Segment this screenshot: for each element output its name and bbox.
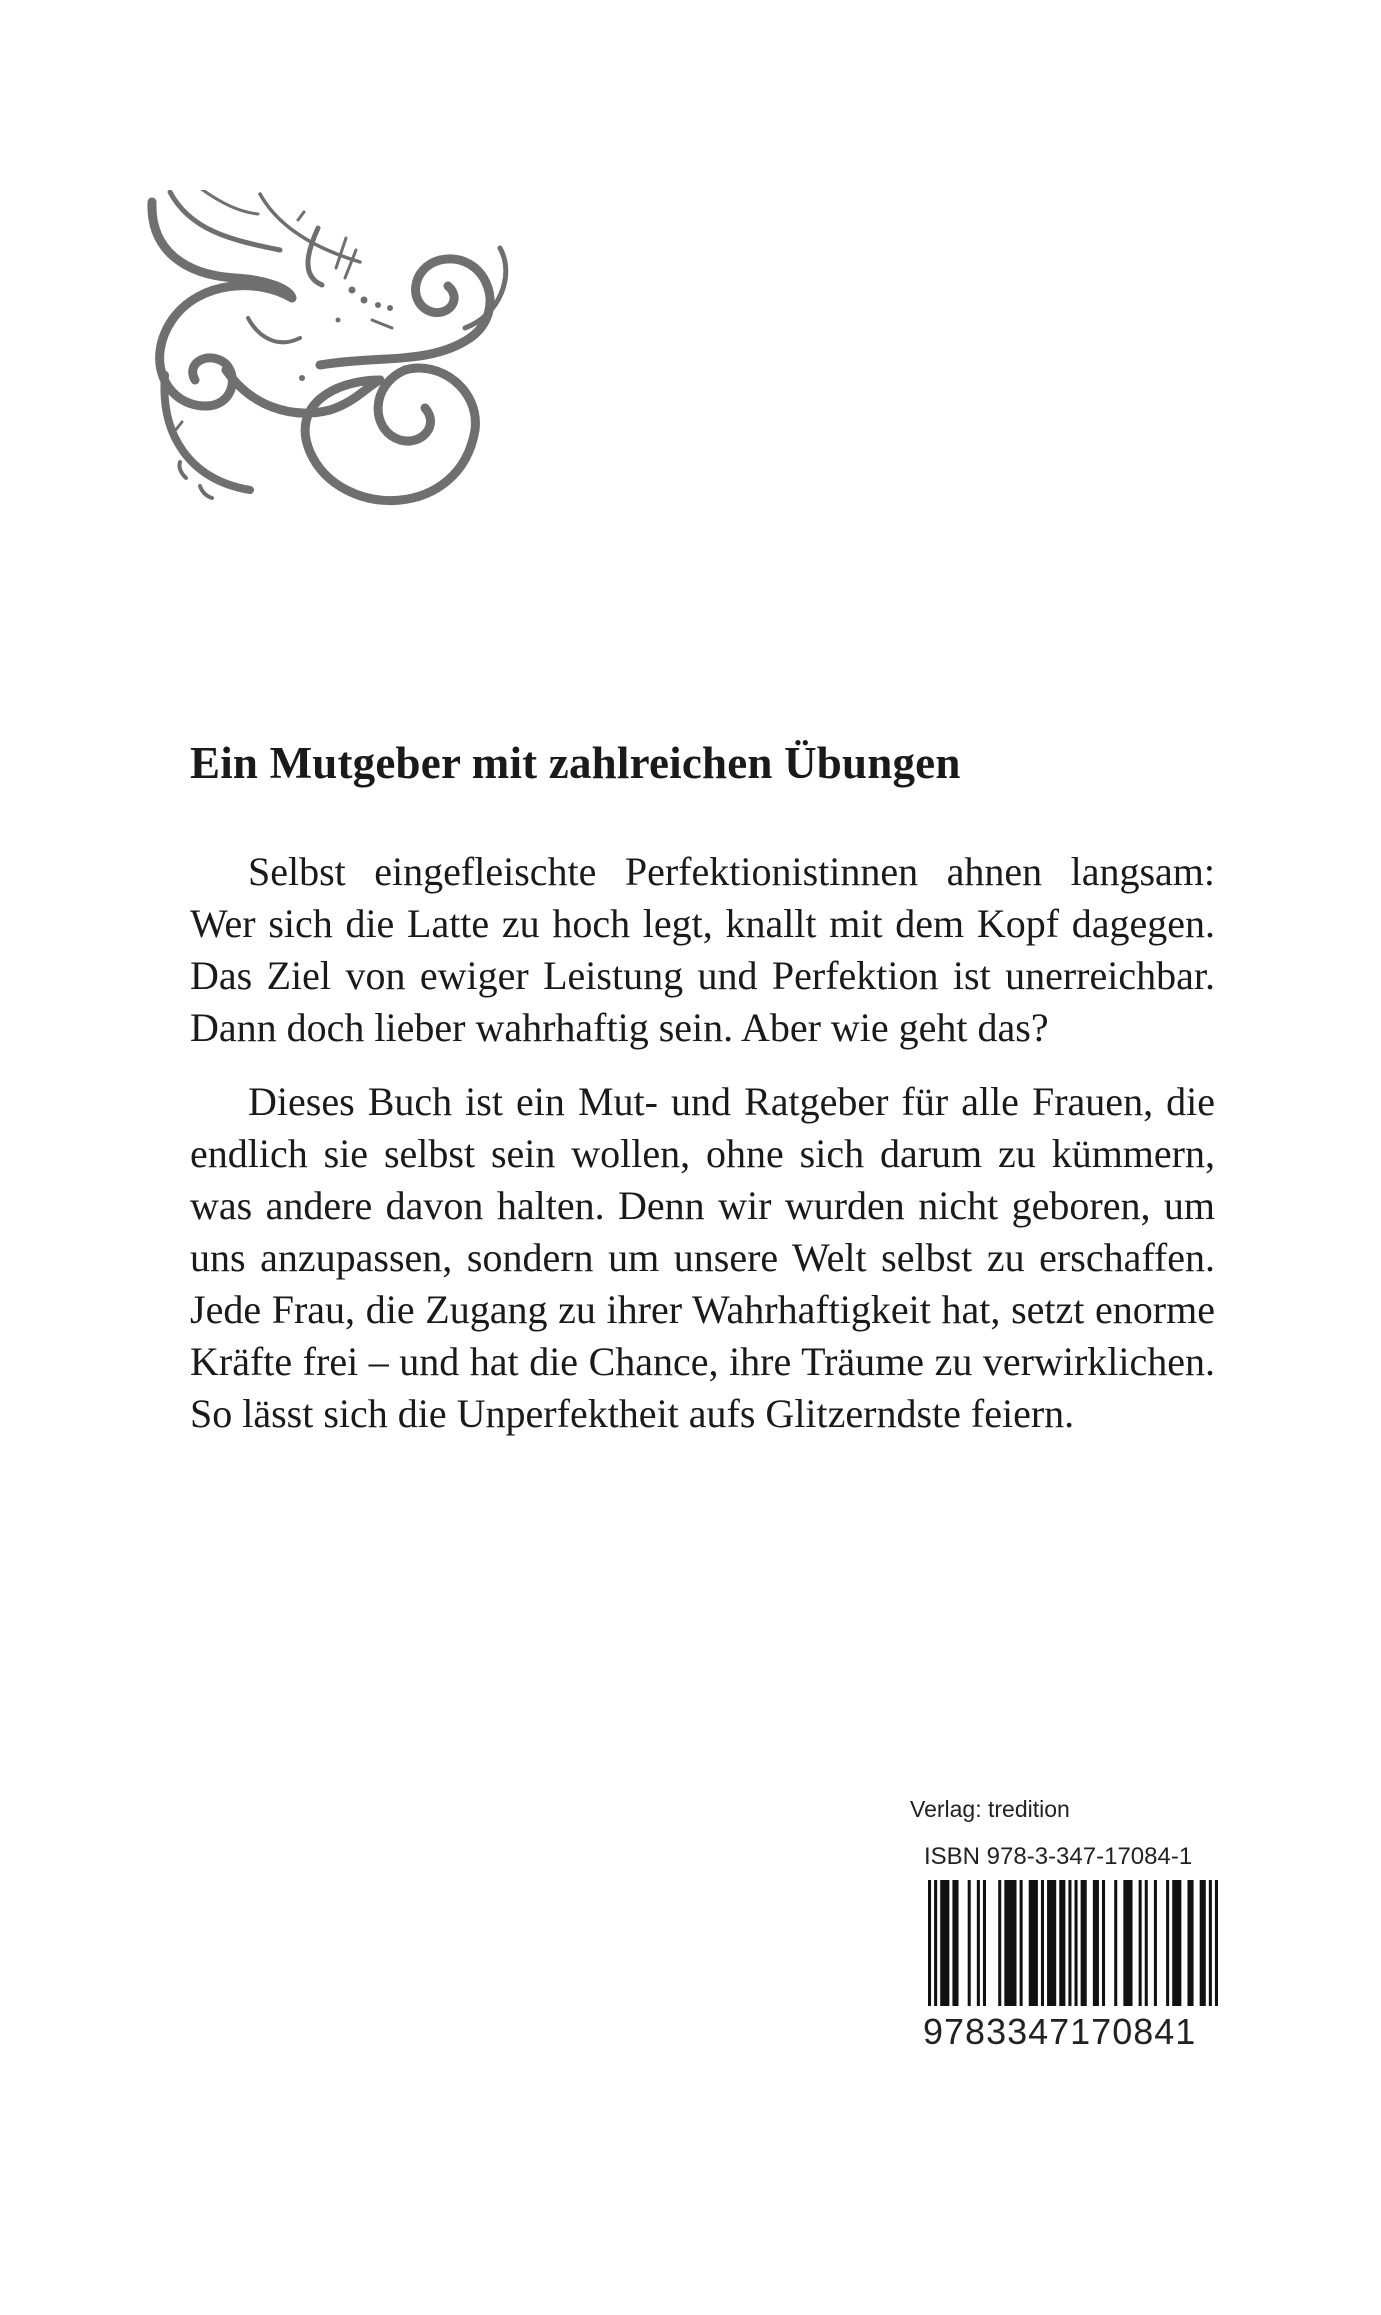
barcode	[928, 1880, 1218, 2006]
barcode-bar	[940, 1880, 949, 2006]
barcode-bar	[1075, 1880, 1078, 2006]
barcode-bar	[1166, 1880, 1169, 2006]
barcode-bar	[1187, 1880, 1193, 2006]
blurb	[190, 846, 1215, 1462]
barcode-bar	[977, 1880, 980, 2006]
barcode-bar	[1041, 1880, 1044, 2006]
barcode-bar	[968, 1880, 971, 2006]
barcode-bar	[1059, 1880, 1065, 2006]
barcode-bar	[1081, 1880, 1087, 2006]
page-title: Ein Mutgeber mit zahlreichen Übungen	[190, 738, 961, 788]
barcode-bar	[1093, 1880, 1099, 2006]
barcode-digits: 9783347170841	[923, 2011, 1197, 2052]
swirl-ornament-icon	[140, 190, 640, 590]
barcode-bar	[1029, 1880, 1038, 2006]
barcode-bar	[1068, 1880, 1071, 2006]
barcode-bar	[1123, 1880, 1132, 2006]
barcode-bar	[1145, 1880, 1148, 2006]
barcode-bar	[1102, 1880, 1105, 2006]
barcode-bar	[1114, 1880, 1117, 2006]
barcode-bar	[1200, 1880, 1206, 2006]
blurb-paragraph: Dieses Buch ist ein Mut- und Ratgeber für alle Frauen, die endlich sie selbst sein wollen, ohne sich darum zu kümmern, was andere davon halten. Denn wir wurden nicht geboren, um uns anzupassen, sondern um unsere Welt selbst zu erschaffen. Jede Frau, die Zugang zu ihrer Wahrhaftigkeit hat, setzt enorme Kräfte frei – und hat die Chance, ihre Träume zu verwirklichen. So lässt sich die Unperfektheit aufs Glitzerndste feiern.	[190, 1079, 1215, 1436]
barcode-bar	[1209, 1880, 1212, 2006]
barcode-bar	[934, 1880, 937, 2006]
blurb-paragraph: Selbst eingefleischte Perfektionistinnen ahnen langsam: Wer sich die Latte zu hoch legt, knallt mit dem Kopf dagegen. Das Ziel von ewiger Leistung und Perfektion ist unerreichbar. Dann doch lieber wahrhaftig sein. Aber wie geht das?	[190, 849, 1215, 1050]
barcode-bar	[1139, 1880, 1142, 2006]
barcode-bar	[1154, 1880, 1157, 2006]
isbn-line: ISBN 978-3-347-17084-1	[924, 1843, 1193, 1870]
barcode-bar	[983, 1880, 986, 2006]
barcode-bar	[952, 1880, 958, 2006]
barcode-bar	[928, 1880, 931, 2006]
barcode-bar	[998, 1880, 1001, 2006]
barcode-bar	[1215, 1880, 1218, 2006]
barcode-bar	[1172, 1880, 1181, 2006]
publisher-line: Verlag: tredition	[910, 1796, 1070, 1822]
barcode-bar	[1004, 1880, 1016, 2006]
barcode-bar	[1047, 1880, 1056, 2006]
barcode-bar	[1020, 1880, 1023, 2006]
